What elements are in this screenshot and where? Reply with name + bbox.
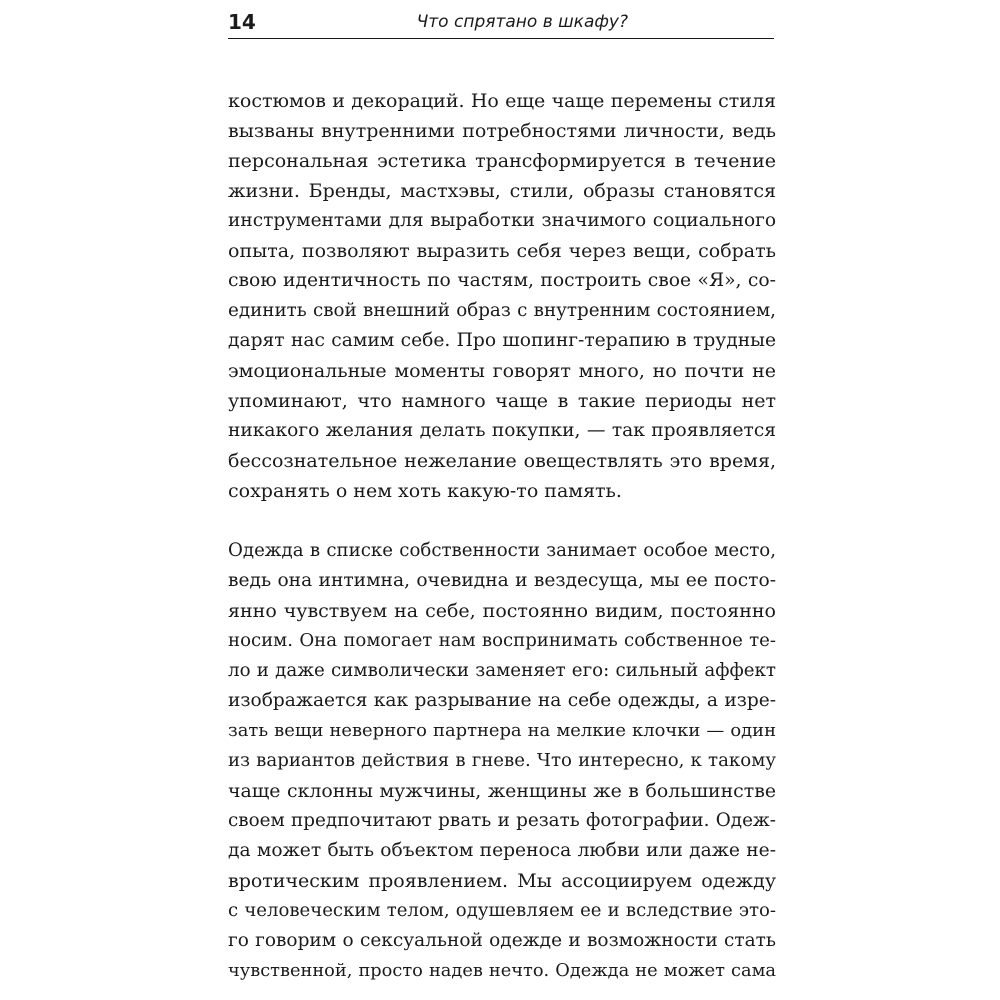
chapter-title: Что спрятано в шкафу? [416, 12, 628, 32]
text-line: бессознательное нежелание овеществлять это время, [228, 450, 776, 472]
text-line: изображается как разрывание на себе одежды, а изре- [228, 690, 776, 711]
text-line: единить свой внешний образ с внутренним состоянием, [228, 300, 776, 321]
text-line: ло и даже символически заменяет его: сильный аффект [228, 660, 776, 681]
running-header [228, 0, 774, 39]
text-line: да может быть объектом переноса любви или даже не- [228, 840, 776, 861]
text-line: опыта, позволяют выразить себя через вещи, собрать [228, 240, 776, 262]
paragraph-2 [228, 536, 776, 986]
text-line: из вариантов действия в гневе. Что интересно, к такому [228, 750, 776, 771]
page-number: 14 [228, 10, 256, 34]
body-text [228, 86, 776, 986]
text-line: костюмов и декораций. Но еще чаще перемены стиля [228, 90, 776, 112]
text-line: с человеческим телом, одушевляем ее и вследствие это- [228, 900, 776, 921]
text-line: дарят нас самим себе. Про шопинг-терапию в трудные [228, 330, 776, 351]
text-line: свою идентичность по частям, построить свое «Я», со- [228, 270, 776, 291]
text-line: янно чувствуем на себе, постоянно видим, постоянно [228, 600, 776, 622]
text-line: персональная эстетика трансформируется в течение [228, 150, 776, 172]
text-line: вротическим проявлением. Мы ассоциируем одежду [228, 870, 776, 892]
text-line: упоминают, что намного чаще в такие периоды нет [228, 390, 776, 412]
paragraph-1 [228, 86, 776, 506]
text-line: эмоциональные моменты говорят много, но почти не [228, 360, 776, 382]
text-line: чувственной, просто надев нечто. Одежда не может сама [228, 961, 776, 981]
text-line: го говорим о сексуальной одежде и возможности стать [228, 930, 776, 951]
text-line: вызваны внутренними потребностями личности, ведь [228, 120, 776, 142]
text-line: инструментами для выработки значимого социального [228, 210, 776, 231]
text-line: жизни. Бренды, мастхэвы, стили, образы становятся [228, 180, 776, 202]
text-line: Одежда в списке собственности занимает особое место, [228, 540, 776, 561]
text-line: ведь она интимна, очевидна и вездесуща, мы ее посто- [228, 570, 776, 591]
text-line: чаще склонны мужчины, женщины же в большинстве [228, 780, 776, 802]
text-line: никакого желания делать покупки, — так проявляется [228, 420, 776, 441]
text-line: зать вещи неверного партнера на мелкие клочки — один [228, 720, 776, 741]
text-line: носим. Она помогает нам воспринимать собственное те- [228, 630, 776, 651]
text-line: своем предпочитают рвать и резать фотографии. Одеж- [228, 810, 776, 831]
text-line: сохранять о нем хоть какую-то память. [228, 480, 622, 502]
